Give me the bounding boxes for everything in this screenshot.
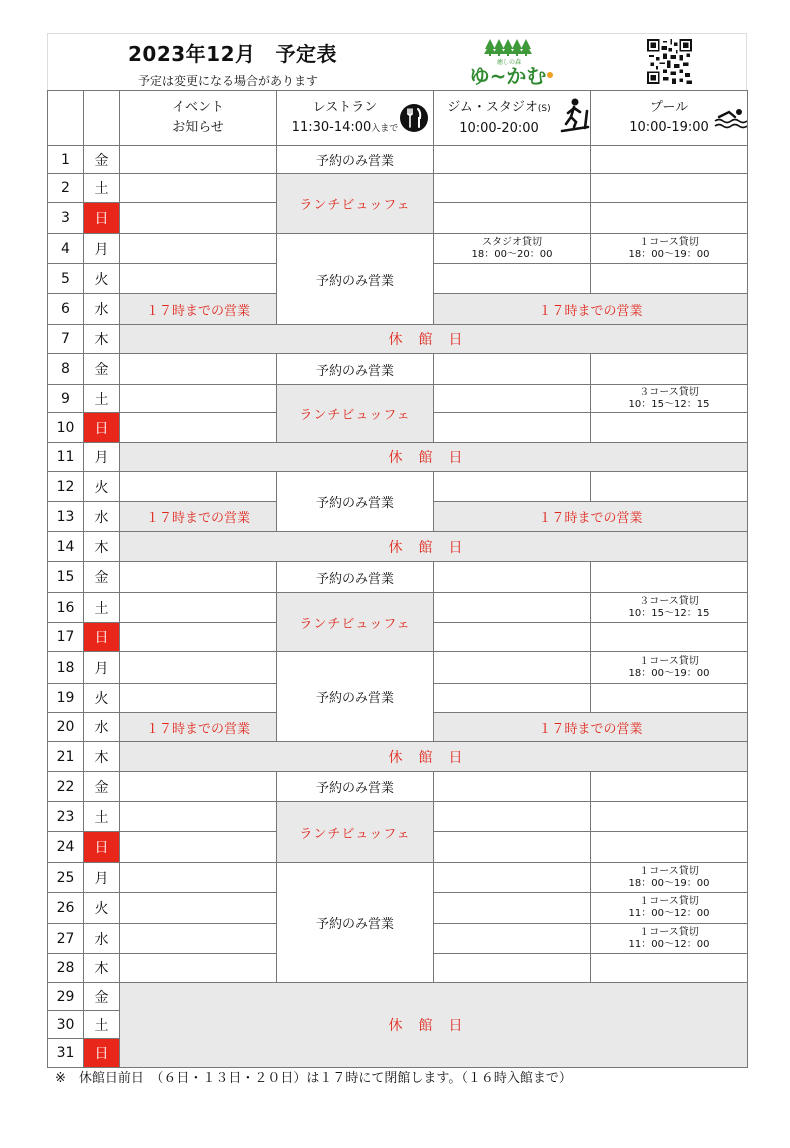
table-row (48, 863, 748, 893)
gym-cell (434, 593, 591, 623)
date-cell: 14 (48, 532, 84, 562)
date-cell: 11 (48, 443, 84, 472)
event-cell (120, 472, 277, 502)
table-row (48, 325, 748, 354)
pool-cell (591, 264, 748, 294)
pool-cell: １コース貸切 18：00〜19：00 (591, 652, 748, 684)
weekday-cell-sunday: 日 (84, 832, 120, 863)
page-subtitle: 予定は変更になる場合があります (138, 74, 319, 88)
svg-text:癒しの森: 癒しの森 (496, 59, 522, 66)
weekday-cell: 水 (84, 924, 120, 954)
event-cell (120, 893, 277, 924)
date-cell: 12 (48, 472, 84, 502)
gym-cell (434, 863, 591, 893)
weekday-cell: 火 (84, 893, 120, 924)
table-row (48, 772, 748, 802)
pool-cell (591, 832, 748, 863)
restaurant-cell: 予約のみ営業 (277, 354, 434, 385)
restaurant-cell: ランチビュッフェ (277, 174, 434, 234)
gym-cell (434, 562, 591, 593)
pool-cell: １コース貸切 18：00〜19：00 (591, 863, 748, 893)
date-cell: 22 (48, 772, 84, 802)
weekday-cell-sunday: 日 (84, 1039, 120, 1068)
gym-cell (434, 832, 591, 863)
restaurant-cell: 予約のみ営業 (277, 472, 434, 532)
restaurant-cell: 予約のみ営業 (277, 652, 434, 742)
table-row (48, 443, 748, 472)
date-cell: 8 (48, 354, 84, 385)
weekday-cell: 月 (84, 234, 120, 264)
date-cell: 16 (48, 593, 84, 623)
restaurant-cell: 予約のみ営業 (277, 863, 434, 983)
weekday-cell: 水 (84, 502, 120, 532)
event-cell (120, 924, 277, 954)
event-cell (120, 863, 277, 893)
table-row (48, 742, 748, 772)
event-cell (120, 413, 277, 443)
pool-cell (591, 802, 748, 832)
date-cell: 9 (48, 385, 84, 413)
svg-text:ゆ~かむ: ゆ~かむ (469, 64, 547, 88)
pool-cell (591, 174, 748, 203)
restaurant-cell: ランチビュッフェ (277, 802, 434, 863)
event-cell (120, 264, 277, 294)
weekday-cell: 土 (84, 385, 120, 413)
closed-day-cell: 休館日 (120, 325, 748, 354)
event-cell (120, 772, 277, 802)
pool-cell: ３コース貸切 10：15〜12：15 (591, 593, 748, 623)
date-cell: 10 (48, 413, 84, 443)
date-cell: 31 (48, 1039, 84, 1068)
weekday-cell: 月 (84, 863, 120, 893)
weekday-cell: 土 (84, 593, 120, 623)
weekday-cell: 金 (84, 146, 120, 174)
weekday-cell: 火 (84, 472, 120, 502)
pool-cell (591, 413, 748, 443)
restaurant-cell: ランチビュッフェ (277, 593, 434, 652)
schedule-table (47, 90, 748, 1068)
date-cell: 30 (48, 1011, 84, 1039)
treadmill-icon (558, 97, 590, 135)
date-cell: 3 (48, 203, 84, 234)
restaurant-cell: 予約のみ営業 (277, 562, 434, 593)
gym-cell (434, 772, 591, 802)
event-cell (120, 593, 277, 623)
date-cell: 1 (48, 146, 84, 174)
pool-cell (591, 772, 748, 802)
swimmer-icon (713, 107, 747, 129)
event-cell (120, 802, 277, 832)
event-column-header: イベント お知らせ (120, 91, 277, 146)
event-cell (120, 174, 277, 203)
qr-code (647, 39, 692, 84)
pool-cell (591, 684, 748, 713)
weekday-cell: 火 (84, 264, 120, 294)
gym-cell: スタジオ貸切 18：00〜20：00 (434, 234, 591, 264)
gym-cell (434, 354, 591, 385)
date-cell: 19 (48, 684, 84, 713)
date-cell: 23 (48, 802, 84, 832)
pool-column-header: プール 10:00-19:00 (591, 91, 748, 146)
schedule-header (47, 33, 747, 90)
event-cell (120, 385, 277, 413)
gym-cell (434, 472, 591, 502)
restaurant-column-header: レストラン 11:30-14:00入まで (277, 91, 434, 146)
date-cell: 7 (48, 325, 84, 354)
date-cell: 21 (48, 742, 84, 772)
pool-cell: １コース貸切 11：00〜12：00 (591, 924, 748, 954)
date-cell: 25 (48, 863, 84, 893)
weekday-cell: 土 (84, 1011, 120, 1039)
table-row (48, 174, 748, 203)
restaurant-cell: ランチビュッフェ (277, 385, 434, 443)
date-cell: 28 (48, 954, 84, 983)
table-row (48, 234, 748, 264)
closed-day-cell: 休館日 (120, 983, 748, 1068)
gym-cell (434, 413, 591, 443)
gym-cell (434, 924, 591, 954)
event-cell: １７時までの営業 (120, 713, 277, 742)
closed-day-cell: 休館日 (120, 532, 748, 562)
pool-cell (591, 954, 748, 983)
pool-cell (591, 623, 748, 652)
gym-cell (434, 623, 591, 652)
event-cell (120, 203, 277, 234)
table-row (48, 146, 748, 174)
gym-cell (434, 802, 591, 832)
pool-cell (591, 472, 748, 502)
gym-cell (434, 954, 591, 983)
date-column-header (48, 91, 84, 146)
weekday-cell-sunday: 日 (84, 413, 120, 443)
pool-cell (591, 146, 748, 174)
event-cell (120, 832, 277, 863)
trees-icon (484, 39, 532, 56)
weekday-cell: 木 (84, 532, 120, 562)
event-cell (120, 652, 277, 684)
gym-column-header: ジム・スタジオ(S) 10:00-20:00 (434, 91, 591, 146)
event-cell (120, 954, 277, 983)
weekday-cell: 木 (84, 954, 120, 983)
date-cell: 5 (48, 264, 84, 294)
pool-cell (591, 354, 748, 385)
gym-cell (434, 146, 591, 174)
date-cell: 24 (48, 832, 84, 863)
event-cell: １７時までの営業 (120, 502, 277, 532)
weekday-cell: 木 (84, 325, 120, 354)
gym-cell (434, 203, 591, 234)
weekday-cell: 月 (84, 652, 120, 684)
weekday-cell: 木 (84, 742, 120, 772)
event-cell (120, 234, 277, 264)
table-row (48, 652, 748, 684)
restaurant-cell: 予約のみ営業 (277, 234, 434, 325)
table-row (48, 354, 748, 385)
event-cell (120, 623, 277, 652)
date-cell: 15 (48, 562, 84, 593)
fork-knife-icon (399, 100, 429, 136)
gym-cell (434, 893, 591, 924)
date-cell: 2 (48, 174, 84, 203)
pool-cell: １コース貸切 18：00〜19：00 (591, 234, 748, 264)
date-cell: 17 (48, 623, 84, 652)
weekday-cell: 火 (84, 684, 120, 713)
page-title: 2023年12月 予定表 (128, 42, 337, 66)
table-row (48, 983, 748, 1011)
gym-pool-cell: １７時までの営業 (434, 713, 748, 742)
table-row (48, 802, 748, 832)
weekday-cell: 水 (84, 294, 120, 325)
gym-cell (434, 385, 591, 413)
event-cell: １７時までの営業 (120, 294, 277, 325)
closed-day-cell: 休館日 (120, 742, 748, 772)
weekday-cell: 土 (84, 174, 120, 203)
table-row (48, 532, 748, 562)
date-cell: 6 (48, 294, 84, 325)
event-cell (120, 354, 277, 385)
table-row (48, 472, 748, 502)
gym-cell (434, 652, 591, 684)
weekday-cell: 金 (84, 772, 120, 802)
weekday-cell: 金 (84, 354, 120, 385)
weekday-cell: 水 (84, 713, 120, 742)
weekday-column-header (84, 91, 120, 146)
date-cell: 13 (48, 502, 84, 532)
restaurant-cell: 予約のみ営業 (277, 772, 434, 802)
pool-cell (591, 203, 748, 234)
weekday-cell: 月 (84, 443, 120, 472)
gym-pool-cell: １７時までの営業 (434, 294, 748, 325)
restaurant-cell: 予約のみ営業 (277, 146, 434, 174)
schedule-body (48, 146, 748, 1068)
date-cell: 18 (48, 652, 84, 684)
event-cell (120, 562, 277, 593)
gym-cell (434, 264, 591, 294)
date-cell: 20 (48, 713, 84, 742)
event-cell (120, 146, 277, 174)
weekday-cell: 金 (84, 983, 120, 1011)
date-cell: 26 (48, 893, 84, 924)
gym-pool-cell: １７時までの営業 (434, 502, 748, 532)
pool-cell: １コース貸切 11：00〜12：00 (591, 893, 748, 924)
yukamu-logo (464, 37, 554, 89)
event-cell (120, 684, 277, 713)
date-cell: 29 (48, 983, 84, 1011)
pool-cell (591, 562, 748, 593)
gym-cell (434, 684, 591, 713)
gym-cell (434, 174, 591, 203)
table-row (48, 562, 748, 593)
weekday-cell: 金 (84, 562, 120, 593)
closed-day-cell: 休館日 (120, 443, 748, 472)
weekday-cell: 土 (84, 802, 120, 832)
weekday-cell-sunday: 日 (84, 203, 120, 234)
date-cell: 27 (48, 924, 84, 954)
table-row (48, 385, 748, 413)
pool-cell: ３コース貸切 10：15〜12：15 (591, 385, 748, 413)
weekday-cell-sunday: 日 (84, 623, 120, 652)
table-row (48, 593, 748, 623)
date-cell: 4 (48, 234, 84, 264)
footnote: ※ 休館日前日 （６日・１３日・２０日）は１７時にて閉館します。（１６時入館まで） (55, 1071, 572, 1086)
